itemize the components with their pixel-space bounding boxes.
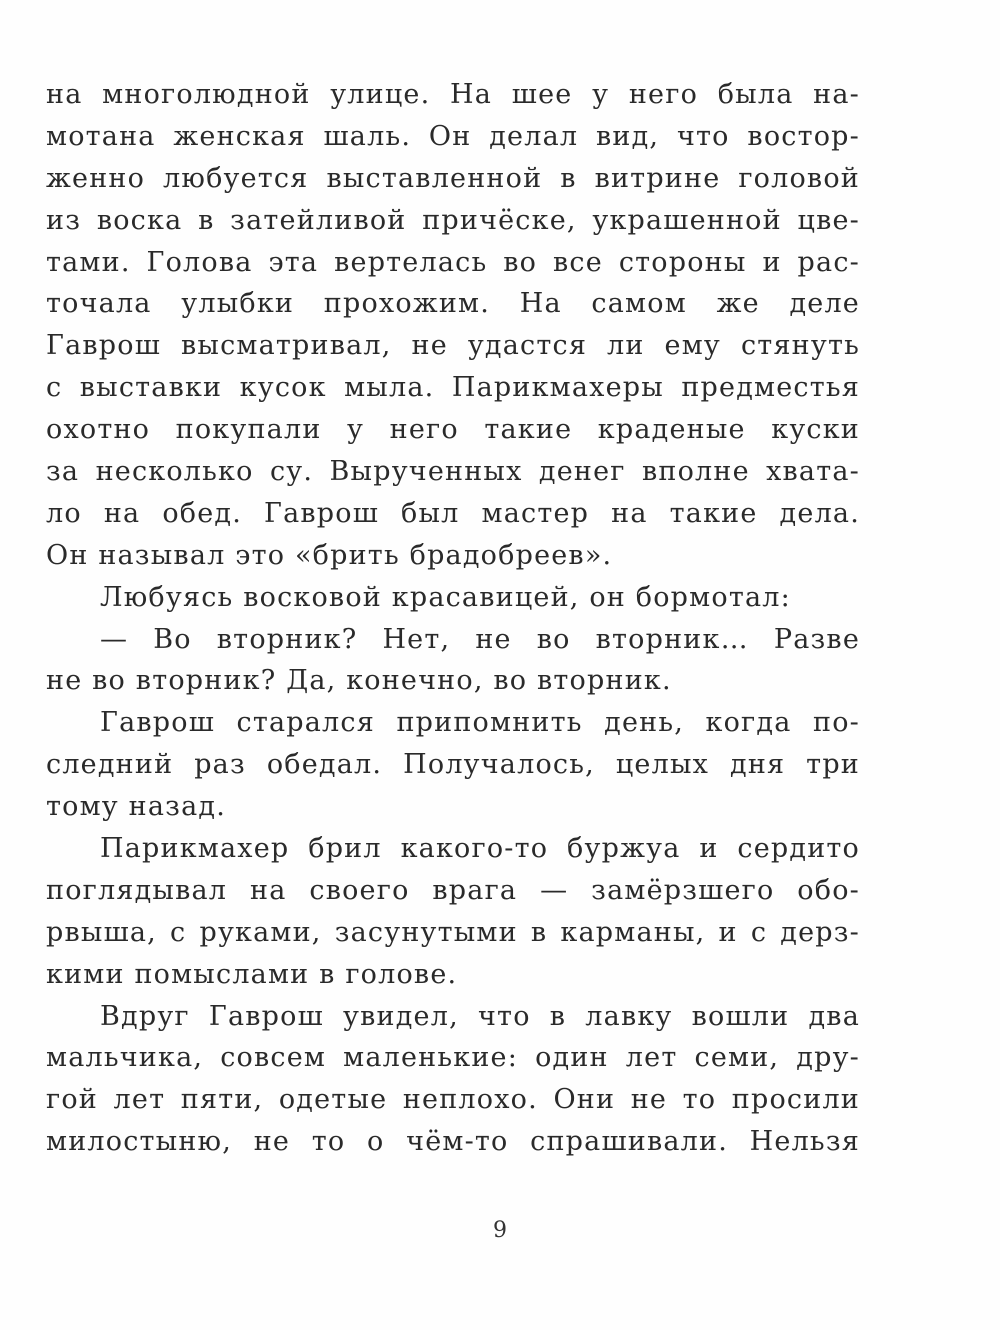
text-line: тами. Голова эта вертелась во все стороны и рас- (46, 246, 860, 278)
text-line: гой лет пяти, одетые неплохо. Они не то просили (46, 1084, 860, 1116)
text-line: рвыша, с руками, засунутыми в карманы, и с дерз- (46, 916, 860, 948)
text-line: Любуясь восковой красавицей, он бормотал: (100, 581, 791, 613)
text-line: женно любуется выставленной в витрине головой (46, 162, 860, 194)
text-line: на многолюдной улице. На шее у него была на- (46, 79, 860, 110)
text-line: поглядывал на своего врага — замёрзшего обо- (46, 874, 860, 906)
body-text (46, 74, 860, 1163)
text-line: точала улыбки прохожим. На самом же деле (46, 288, 860, 320)
text-line: мальчика, совсем маленькие: один лет семи, дру- (46, 1042, 860, 1074)
text-line: мотана женская шаль. Он делал вид, что востор- (46, 120, 860, 152)
text-line: Вдруг Гаврош увидел, что в лавку вошли два (100, 1000, 860, 1032)
page-number: 9 (493, 1218, 507, 1243)
text-line: не во вторник? Да, конечно, во вторник. (46, 665, 672, 697)
text-line: за несколько су. Вырученных денег вполне хвата- (46, 456, 860, 488)
text-line: тому назад. (46, 791, 226, 823)
text-line: Гаврош высматривал, не удастся ли ему стянуть (46, 330, 860, 362)
text-line: Гаврош старался припомнить день, когда по- (100, 707, 860, 739)
text-line: Он называл это «брить брадобреев». (46, 539, 613, 571)
text-line: с выставки кусок мыла. Парикмахеры предместья (46, 372, 860, 404)
text-line: ло на обед. Гаврош был мастер на такие дела. (46, 497, 860, 529)
text-line: — Во вторник? Нет, не во вторник… Разве (100, 623, 860, 655)
text-line: кими помыслами в голове. (46, 958, 458, 990)
text-line: Парикмахер брил какого-то буржуа и сердито (100, 833, 860, 865)
text-line: следний раз обедал. Получалось, целых дня три (46, 749, 860, 781)
text-line: охотно покупали у него такие краденые куски (46, 414, 860, 446)
text-line: из воска в затейливой причёске, украшенной цве- (46, 204, 860, 236)
text-line: милостыню, не то о чём-то спрашивали. Нельзя (46, 1126, 860, 1158)
